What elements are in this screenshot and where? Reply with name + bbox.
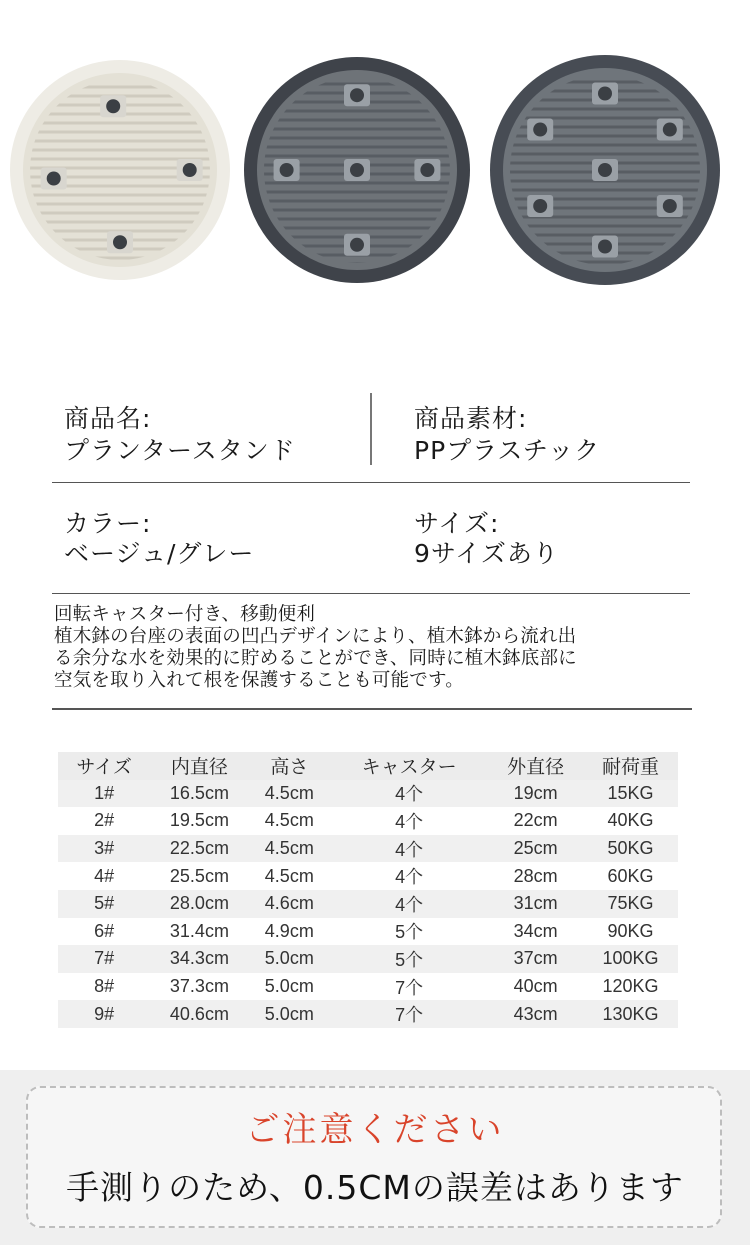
table-row	[58, 835, 678, 863]
table-cell: 25cm	[513, 838, 558, 859]
table-cell: 4个	[395, 894, 424, 915]
caster-wheel	[663, 123, 677, 137]
table-cell: 15KG	[607, 782, 654, 803]
table-cell: 50KG	[607, 838, 654, 859]
table-row	[58, 973, 678, 1001]
table-cell: 90KG	[607, 920, 654, 941]
table-cell: 43cm	[513, 1003, 558, 1024]
table-cell: 37.3cm	[169, 976, 229, 997]
divider	[52, 708, 692, 710]
spec-row-name-material	[52, 373, 690, 483]
table-cell: 75KG	[607, 893, 654, 914]
description-line: る余分な水を効果的に貯めることができ、同時に植木鉢底部に	[54, 648, 577, 669]
caster-wheel	[598, 163, 612, 177]
table-cell: 4#	[94, 865, 115, 886]
table-cell: 4.5cm	[264, 810, 314, 831]
gray-stand-5	[244, 57, 470, 283]
table-body	[58, 780, 678, 1028]
caster-wheel	[106, 99, 120, 113]
table-cell: 5.0cm	[264, 976, 314, 997]
size-table	[58, 752, 678, 1028]
header-casters: キャスター	[361, 757, 457, 779]
table-header-row	[58, 752, 678, 780]
product-description	[54, 604, 694, 692]
table-cell: 4.5cm	[264, 865, 314, 886]
table-cell: 5.0cm	[264, 1003, 314, 1024]
table-cell: 22.5cm	[169, 838, 229, 859]
color-value: ベージュ/グレー	[64, 539, 255, 568]
table-cell: 4个	[395, 867, 424, 888]
material-value: PPプラスチック	[414, 436, 601, 465]
table-cell: 5.0cm	[264, 948, 314, 969]
table-row	[58, 807, 678, 835]
table-cell: 4.6cm	[264, 893, 314, 914]
table-cell: 16.5cm	[169, 782, 229, 803]
header-size: サイズ	[76, 757, 132, 779]
caster-wheel	[113, 235, 127, 249]
header-outer-diameter: 外直径	[507, 757, 565, 779]
header-height: 高さ	[270, 757, 309, 779]
divider	[370, 393, 372, 465]
description-line: 空気を取り入れて根を保護することも可能です。	[54, 670, 464, 691]
caster-wheel	[533, 199, 547, 213]
table-cell: 19cm	[513, 782, 558, 803]
table-row	[58, 890, 678, 918]
beige-stand	[10, 60, 230, 280]
spec-row-color-size	[52, 484, 690, 594]
table-cell: 6#	[94, 920, 115, 941]
caster-wheel	[350, 163, 364, 177]
caster-wheel	[183, 163, 197, 177]
table-cell: 34cm	[513, 920, 558, 941]
color-label: カラー:	[64, 509, 152, 538]
table-cell: 40cm	[513, 976, 558, 997]
notice-text: 手測りのため、0.5CMの誤差はあります	[66, 1168, 684, 1207]
table-cell: 31.4cm	[169, 920, 229, 941]
header-inner-diameter: 内直径	[170, 757, 228, 779]
table-cell: 100KG	[602, 948, 659, 969]
table-cell: 4.5cm	[264, 838, 314, 859]
table-cell: 7个	[395, 1005, 424, 1026]
product-photos-svg	[0, 0, 750, 330]
table-cell: 2#	[94, 810, 115, 831]
table-cell: 19.5cm	[169, 810, 229, 831]
table-cell: 5个	[395, 949, 424, 970]
table-row	[58, 945, 678, 973]
notice-panel	[0, 1070, 750, 1245]
table-cell: 4.9cm	[264, 920, 314, 941]
notice-title: ご注意ください	[245, 1110, 505, 1150]
size-value: 9サイズあり	[414, 539, 559, 568]
table-cell: 4个	[395, 839, 424, 860]
table-row	[58, 780, 678, 808]
table-cell: 130KG	[602, 1003, 659, 1024]
table-row	[58, 1000, 678, 1028]
table-cell: 9#	[94, 1003, 115, 1024]
table-cell: 28cm	[513, 865, 558, 886]
table-cell: 37cm	[513, 948, 558, 969]
description-line: 回転キャスター付き、移動便利	[54, 604, 316, 625]
caster-wheel	[598, 240, 612, 254]
table-cell: 25.5cm	[169, 865, 229, 886]
caster-wheel	[598, 87, 612, 101]
description-line: 植木鉢の台座の表面の凹凸デザインにより、植木鉢から流れ出	[54, 626, 577, 647]
table-cell: 60KG	[607, 865, 654, 886]
table-cell: 4个	[395, 784, 424, 805]
product-name-value: プランタースタンド	[64, 436, 296, 465]
caster-wheel	[47, 172, 61, 186]
table-cell: 22cm	[513, 810, 558, 831]
caster-wheel	[350, 88, 364, 102]
table-cell: 8#	[94, 976, 115, 997]
table-cell: 31cm	[513, 893, 558, 914]
table-cell: 34.3cm	[169, 948, 229, 969]
table-cell: 5#	[94, 893, 115, 914]
table-row	[58, 862, 678, 890]
caster-wheel	[420, 163, 434, 177]
caster-wheel	[533, 123, 547, 137]
table-cell: 4.5cm	[264, 782, 314, 803]
product-photos	[0, 0, 750, 330]
table-cell: 3#	[94, 838, 115, 859]
header-load-capacity: 耐荷重	[602, 757, 660, 779]
table-cell: 4个	[395, 811, 424, 832]
table-cell: 40KG	[607, 810, 654, 831]
size-label: サイズ:	[414, 509, 500, 538]
table-cell: 7#	[94, 948, 115, 969]
table-cell: 40.6cm	[169, 1003, 229, 1024]
table-row	[58, 918, 678, 946]
table-cell: 120KG	[602, 976, 659, 997]
table-cell: 5个	[395, 922, 424, 943]
table-cell: 7个	[395, 977, 424, 998]
gray-stand-7	[490, 55, 720, 285]
product-name-label: 商品名:	[64, 404, 152, 433]
material-label: 商品素材:	[414, 404, 528, 433]
table-cell: 28.0cm	[169, 893, 229, 914]
caster-wheel	[280, 163, 294, 177]
caster-wheel	[350, 238, 364, 252]
table-cell: 1#	[94, 782, 115, 803]
caster-wheel	[663, 199, 677, 213]
